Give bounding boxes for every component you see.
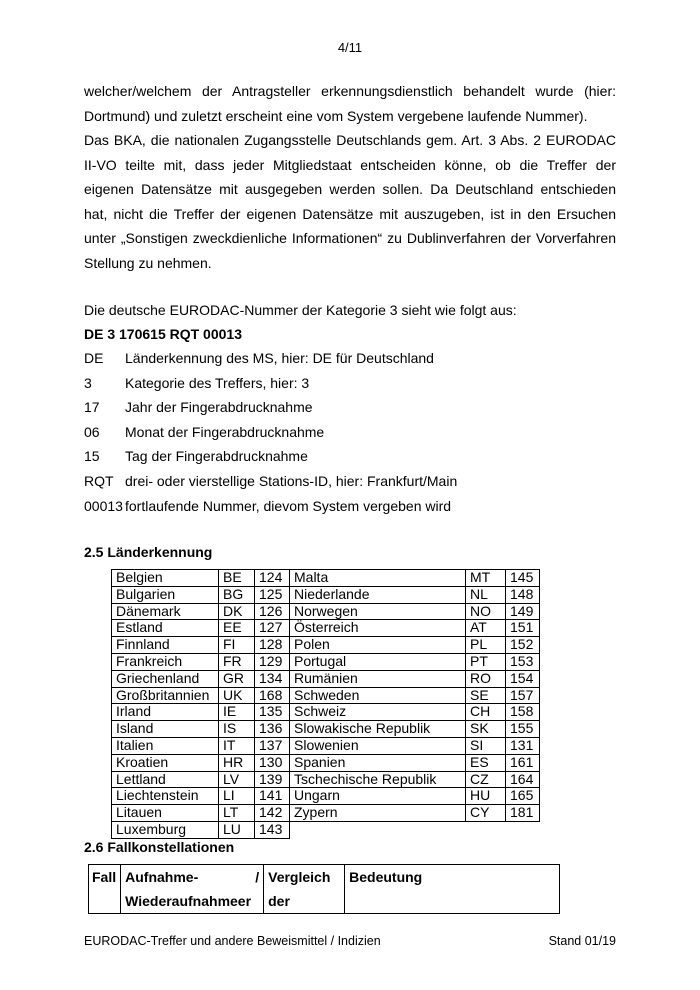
country-number: 153 bbox=[506, 653, 540, 670]
country-name: Luxemburg bbox=[112, 821, 219, 838]
country-name bbox=[290, 821, 466, 838]
country-name: Lettland bbox=[112, 771, 219, 788]
country-name: Belgien bbox=[112, 570, 219, 587]
code-key: DE bbox=[84, 350, 104, 366]
country-number: 125 bbox=[255, 586, 290, 603]
case-col-vergleich bbox=[264, 865, 345, 914]
section-2-5-heading: 2.5 Länderkennung bbox=[84, 544, 213, 560]
wiederaufnahme-label: Wiederaufnahmeer bbox=[125, 893, 252, 909]
country-code: UK bbox=[219, 687, 255, 704]
country-table-row bbox=[112, 754, 540, 771]
country-number: 149 bbox=[506, 603, 540, 620]
country-name: Rumänien bbox=[290, 670, 466, 687]
code-description: Länderkennung des MS, hier: DE für Deutschland bbox=[125, 350, 434, 366]
country-name: Norwegen bbox=[290, 603, 466, 620]
country-name: Spanien bbox=[290, 754, 466, 771]
country-name: Portugal bbox=[290, 653, 466, 670]
intro-line: Die deutsche EURODAC-Nummer der Kategorie 3 sieht wie folgt aus: bbox=[84, 302, 517, 318]
country-number: 136 bbox=[255, 721, 290, 738]
vergleich-label: Vergleich bbox=[268, 869, 331, 885]
case-table bbox=[88, 864, 560, 914]
country-code: SI bbox=[466, 737, 506, 754]
country-table-row bbox=[112, 570, 540, 587]
country-code: PT bbox=[466, 653, 506, 670]
country-number: 155 bbox=[506, 721, 540, 738]
country-table-row bbox=[112, 637, 540, 654]
country-number: 152 bbox=[506, 637, 540, 654]
country-name: Malta bbox=[290, 570, 466, 587]
country-code: IS bbox=[219, 721, 255, 738]
footer-version: Stand 01/19 bbox=[548, 934, 616, 948]
country-number: 148 bbox=[506, 586, 540, 603]
country-name: Slowenien bbox=[290, 737, 466, 754]
aufnahme-slash: / bbox=[255, 869, 260, 885]
country-table-row bbox=[112, 653, 540, 670]
country-table-row bbox=[112, 704, 540, 721]
country-code: CY bbox=[466, 805, 506, 822]
country-table-row bbox=[112, 788, 540, 805]
country-name: Irland bbox=[112, 704, 219, 721]
country-number: 128 bbox=[255, 637, 290, 654]
country-table-row bbox=[112, 771, 540, 788]
country-number: 142 bbox=[255, 805, 290, 822]
country-table-row bbox=[112, 821, 540, 838]
country-name: Ungarn bbox=[290, 788, 466, 805]
country-table-row bbox=[112, 586, 540, 603]
country-code: MT bbox=[466, 570, 506, 587]
country-number: 181 bbox=[506, 805, 540, 822]
code-description: Jahr der Fingerabdrucknahme bbox=[125, 399, 313, 416]
section-2-6-heading: 2.6 Fallkonstellationen bbox=[84, 839, 235, 855]
country-code: IT bbox=[219, 737, 255, 754]
country-name: Polen bbox=[290, 637, 466, 654]
country-code: CH bbox=[466, 704, 506, 721]
case-col-aufnahme bbox=[121, 865, 264, 914]
country-name: Österreich bbox=[290, 620, 466, 637]
country-number: 141 bbox=[255, 788, 290, 805]
code-key: 15 bbox=[84, 448, 100, 465]
code-description: Kategorie des Treffers, hier: 3 bbox=[125, 374, 310, 391]
code-description: Tag der Fingerabdrucknahme bbox=[125, 448, 308, 465]
country-number: 139 bbox=[255, 771, 290, 788]
country-number: 126 bbox=[255, 603, 290, 620]
country-code: HR bbox=[219, 754, 255, 771]
country-name: Liechtenstein bbox=[112, 788, 219, 805]
code-key: RQT bbox=[84, 473, 114, 489]
country-number: 130 bbox=[255, 754, 290, 771]
country-code: DK bbox=[219, 603, 255, 620]
country-number: 158 bbox=[506, 704, 540, 721]
aufnahme-label: Aufnahme- bbox=[125, 869, 199, 885]
country-name: Estland bbox=[112, 620, 219, 637]
country-name: Litauen bbox=[112, 805, 219, 822]
country-code: LT bbox=[219, 805, 255, 822]
country-name: Kroatien bbox=[112, 754, 219, 771]
country-code: SK bbox=[466, 721, 506, 738]
country-name: Griechenland bbox=[112, 670, 219, 687]
country-table-row bbox=[112, 687, 540, 704]
country-table-row bbox=[112, 805, 540, 822]
country-code: RO bbox=[466, 670, 506, 687]
country-name: Schweden bbox=[290, 687, 466, 704]
country-code: NO bbox=[466, 603, 506, 620]
country-number: 124 bbox=[255, 570, 290, 587]
country-number: 168 bbox=[255, 687, 290, 704]
code-key: 17 bbox=[84, 399, 100, 416]
country-code: ES bbox=[466, 754, 506, 771]
code-description: drei- oder vierstellige Stations-ID, hier: Frankfurt/Main bbox=[125, 473, 458, 489]
code-key: 00013 bbox=[84, 497, 123, 514]
country-code: SE bbox=[466, 687, 506, 704]
country-table-row bbox=[112, 737, 540, 754]
country-code: PL bbox=[466, 637, 506, 654]
country-number bbox=[506, 821, 540, 838]
vergleich-der-label: der bbox=[268, 893, 290, 909]
country-code: BG bbox=[219, 586, 255, 603]
country-number: 145 bbox=[506, 570, 540, 587]
country-code: GR bbox=[219, 670, 255, 687]
country-code: CZ bbox=[466, 771, 506, 788]
country-name: Schweiz bbox=[290, 704, 466, 721]
country-name: Frankreich bbox=[112, 653, 219, 670]
country-number: 157 bbox=[506, 687, 540, 704]
country-code: IE bbox=[219, 704, 255, 721]
footer-title: EURODAC-Treffer und andere Beweismittel / Indizien bbox=[84, 934, 381, 948]
country-code: LV bbox=[219, 771, 255, 788]
case-table-header-row bbox=[89, 865, 560, 914]
paragraph-bka: Das BKA, die nationalen Zugangsstelle Deutschlands gem. Art. 3 Abs. 2 EURODAC II-VO teilte mit, dass jeder Mitgliedstaat entscheiden könne, ob die Treffer der eigenen Datensätze mit ausgegeben werden sollen. Da Deutschland entschieden hat, nicht die Treffer der eigenen Datensätze mit auszugeben, ist in den Ersuchen unter „Sonstigen zweckdienliche Informationen“ zu Dublinverfahren der Vorverfahren Stellung zu nehmen. bbox=[84, 132, 616, 271]
case-col-bedeutung: Bedeutung bbox=[345, 865, 560, 914]
country-number: 164 bbox=[506, 771, 540, 788]
country-code: BE bbox=[219, 570, 255, 587]
country-name: Tschechische Republik bbox=[290, 771, 466, 788]
country-code: FR bbox=[219, 653, 255, 670]
country-code: LI bbox=[219, 788, 255, 805]
code-description: Monat der Fingerabdrucknahme bbox=[125, 423, 325, 440]
case-col-fall: Fall bbox=[89, 865, 121, 914]
code-key: 3 bbox=[84, 374, 92, 391]
country-name: Slowakische Republik bbox=[290, 721, 466, 738]
country-number: 131 bbox=[506, 737, 540, 754]
country-name: Island bbox=[112, 721, 219, 738]
country-code: NL bbox=[466, 586, 506, 603]
example-eurodac-number: DE 3 170615 RQT 00013 bbox=[84, 326, 242, 342]
code-key: 06 bbox=[84, 423, 100, 440]
country-number: 137 bbox=[255, 737, 290, 754]
country-code: LU bbox=[219, 821, 255, 838]
country-name: Großbritannien bbox=[112, 687, 219, 704]
country-name: Bulgarien bbox=[112, 586, 219, 603]
paragraph-continued: welcher/welchem der Antragsteller erkennungsdienstlich behandelt wurde (hier: Dortmund) und zuletzt erscheint eine vom System vergebene laufende Nummer). bbox=[84, 83, 616, 124]
country-number: 151 bbox=[506, 620, 540, 637]
country-number: 135 bbox=[255, 704, 290, 721]
country-code: HU bbox=[466, 788, 506, 805]
country-number: 134 bbox=[255, 670, 290, 687]
country-number: 143 bbox=[255, 821, 290, 838]
country-number: 161 bbox=[506, 754, 540, 771]
country-code: EE bbox=[219, 620, 255, 637]
country-code: AT bbox=[466, 620, 506, 637]
country-number: 154 bbox=[506, 670, 540, 687]
country-table-row bbox=[112, 670, 540, 687]
country-name: Niederlande bbox=[290, 586, 466, 603]
country-name: Zypern bbox=[290, 805, 466, 822]
country-table-row bbox=[112, 721, 540, 738]
country-name: Italien bbox=[112, 737, 219, 754]
country-number: 129 bbox=[255, 653, 290, 670]
country-table-row bbox=[112, 603, 540, 620]
page-number: 4/11 bbox=[337, 40, 363, 55]
country-code-table bbox=[111, 569, 540, 839]
country-table-row bbox=[112, 620, 540, 637]
country-number: 127 bbox=[255, 620, 290, 637]
country-number: 165 bbox=[506, 788, 540, 805]
code-description: fortlaufende Nummer, dievom System vergeben wird bbox=[125, 497, 452, 514]
country-code bbox=[466, 821, 506, 838]
country-code: FI bbox=[219, 637, 255, 654]
country-name: Dänemark bbox=[112, 603, 219, 620]
country-name: Finnland bbox=[112, 637, 219, 654]
